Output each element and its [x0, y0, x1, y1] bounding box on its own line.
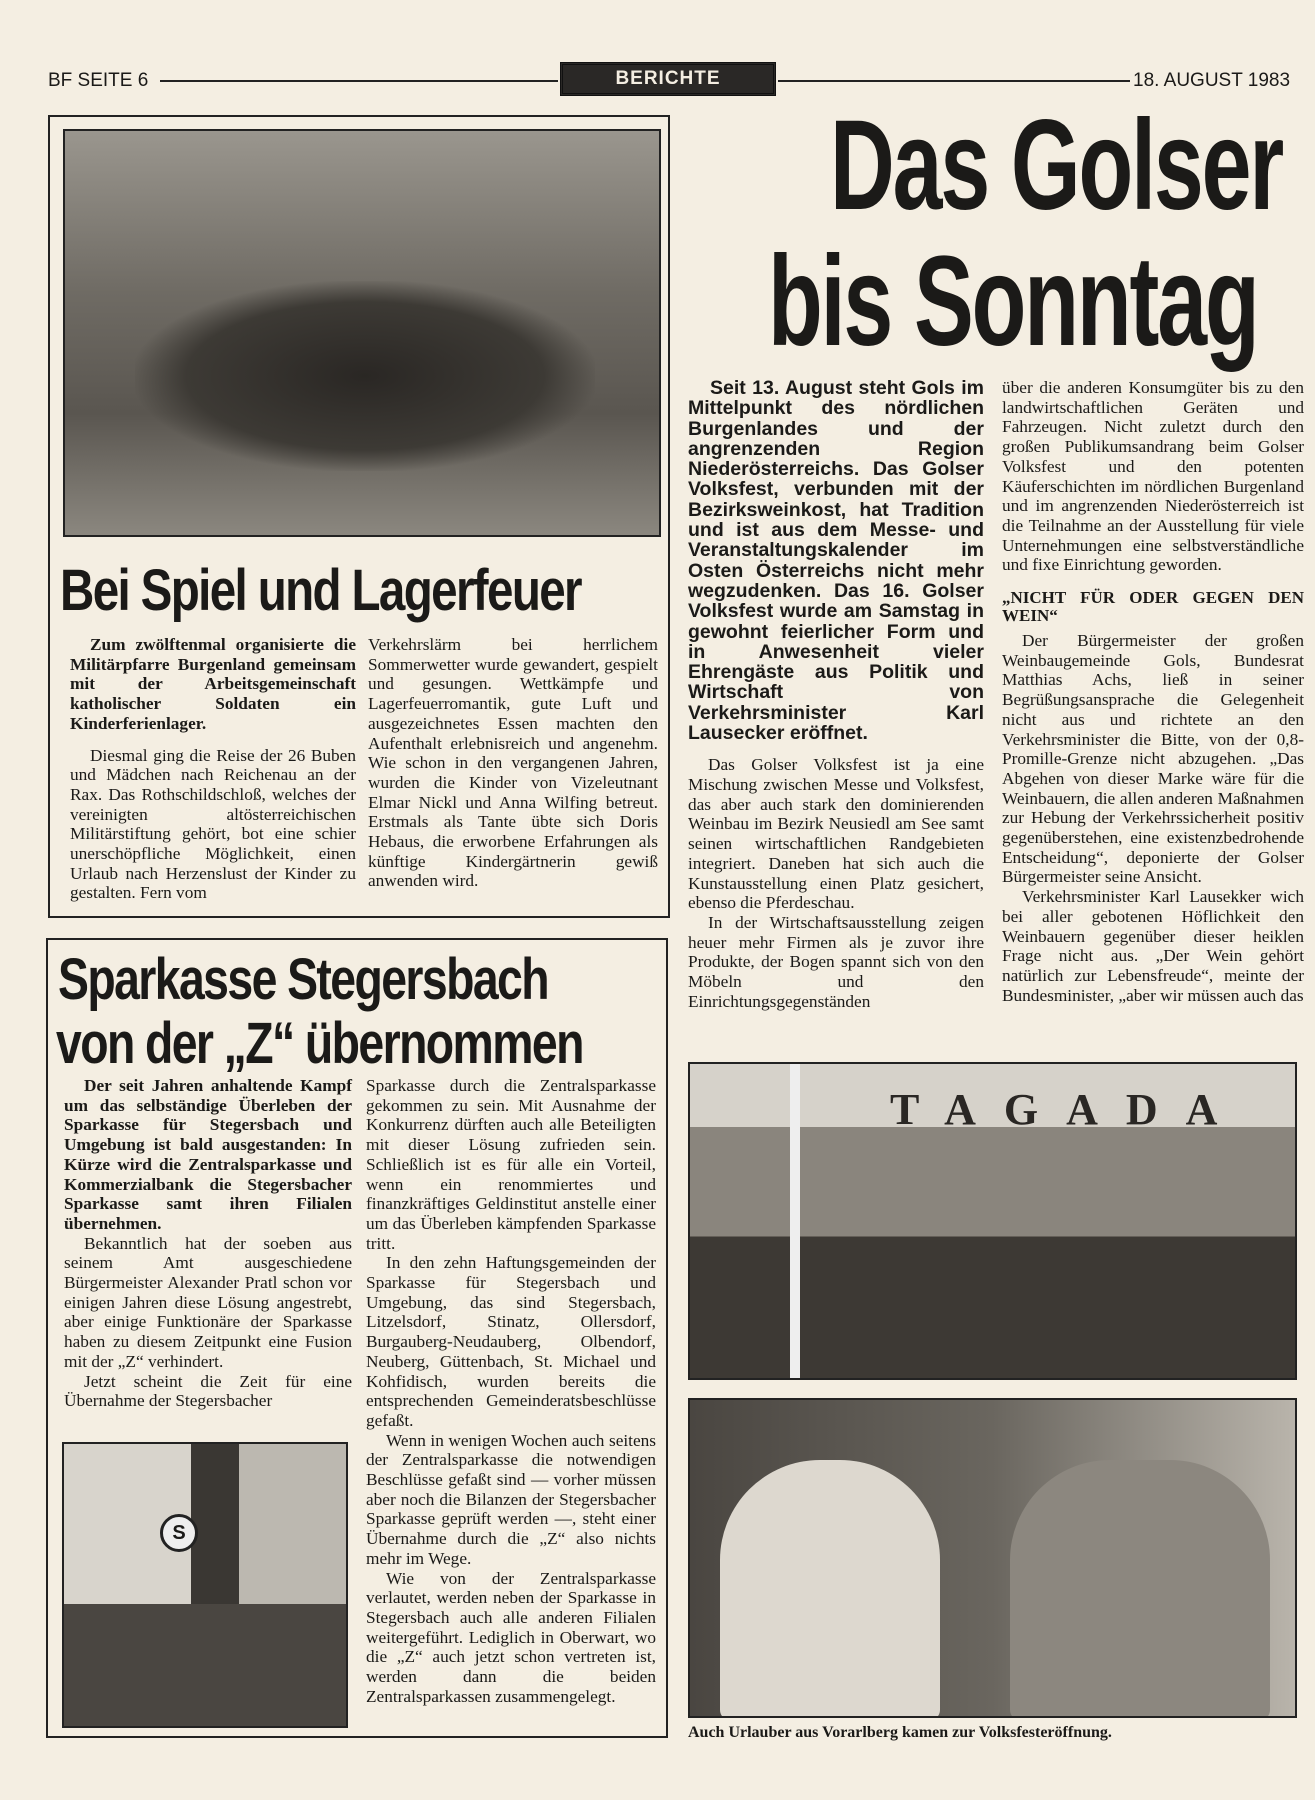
- paragraph: Sparkasse durch die Zentralsparkasse gekommen zu sein. Mit Ausnahme der Konkurrenz dürften auch alle Beteiligten mit dieser Lösung zufrieden sein. Schließlich ist es für alle ein Vorteil, wenn ein renommiertes und finanzkräftiges Geldinstitut anstelle einer um das Überleben kämpfenden Sparkasse tritt.: [366, 1076, 656, 1253]
- paragraph: Jetzt scheint die Zeit für eine Übernahme der Stegersbacher: [64, 1371, 352, 1411]
- paragraph: In den zehn Haftungsgemeinden der Sparkasse für Stegersbach und Umgebung, das sind Stegersbach, Litzelsdorf, Stinatz, Ollersdorf, Burgauberg-Neudauberg, Olbendorf, Neuberg, Güttenbach, St. Michael und Kohfidisch, wurden bereits die entsprechenden Gemeinderatsbeschlüsse gefaßt.: [366, 1253, 656, 1430]
- headline: Bei Spiel und Lagerfeuer: [60, 558, 581, 623]
- headline: Das Golser: [830, 94, 1283, 237]
- lead-paragraph: Seit 13. August steht Gols im Mittelpunkt des nördlichen Burgenlandes und der angrenzenden Region Niederösterreichs. Das Golser Volksfest, verbunden mit der Bezirksweinkost, hat Tradition und ist aus dem Messe- und Veranstaltungskalender im Osten Österreichs nicht mehr wegzudenken. Das 16. Golser Volksfest wurde am Samstag in gewohnt feierlicher Form und in Anwesenheit vieler Ehrengäste aus Politik und Wirtschaft von Verkehrsminister Karl Lausecker eröffnet.: [688, 377, 984, 745]
- paragraph: Das Golser Volksfest ist ja eine Mischung zwischen Messe und Volksfest, das aber auch stark den dominierenden Weinbau im Bezirk Neusiedl am See samt seinen wirtschaftlichen Randgebieten integriert. Daneben hat sich auch die Kunstausstellung einen Platz gesichert, ebenso die Pferdeschau.: [688, 755, 984, 913]
- text-column: [366, 1076, 656, 1707]
- paragraph: Wenn in wenigen Wochen auch seitens der Zentralsparkasse die notwendigen Beschlüsse gefaßt sind — vorher müssen aber noch die Bilanzen der Stegersbacher Sparkasse geprüft werden —, steht einer Übernahme durch die „Z“ also nichts mehr im Wege.: [366, 1430, 656, 1568]
- ride-sign: TAGADA: [890, 1085, 1246, 1134]
- article-lagerfeuer: [48, 115, 670, 918]
- lead-paragraph: Der seit Jahren anhaltende Kampf um das selbständige Überleben der Sparkasse für Stegersbach und Umgebung ist bald ausgestanden: In Kürze wird die Zentralsparkasse und Kommerzialbank die Stegersbacher Sparkasse samt ihren Filialen übernehmen.: [64, 1076, 352, 1233]
- sparkasse-logo-icon: S: [160, 1514, 198, 1552]
- street-level: [64, 1604, 348, 1728]
- pole: [790, 1064, 800, 1380]
- tagada-ride-photo: [688, 1062, 1297, 1380]
- headline: bis Sonntag: [768, 230, 1258, 373]
- text-column: [1002, 378, 1304, 1005]
- paragraph: Diesmal ging die Reise der 26 Buben und Mädchen nach Reichenau an der Rax. Das Rothschildschloß, welches der vereinigten altösterreichischen Militärstiftung gehört, bot eine schier unerschöpfliche Möglichkeit, einen Urlaub nach Herzenslust der Kinder zu gestalten. Fern vom: [70, 745, 356, 903]
- paragraph: Verkehrslärm bei herrlichem Sommerwetter wurde gewandert, gespielt und gesungen. Wettkämpfe und Lagerfeuerromantik, gute Luft und ausgezeichnetes Essen machten den Aufenthalt erlebnisreich und angenehm. Wie schon in den vergangenen Jahren, wurden die Kinder von Vizeleutnant Elmar Nickl und Anna Wilfing betreut. Erstmals als Tante übte sich Doris Hebaus, die erworbene Erfahrungen als künftige Kindergärtnerin gewiß anwenden wird.: [368, 635, 658, 891]
- section-badge: BERICHTE: [560, 62, 776, 96]
- children-group: [135, 281, 595, 471]
- photo-caption: Auch Urlauber aus Vorarlberg kamen zur Volksfesteröffnung.: [688, 1724, 1112, 1741]
- man-figure: [1010, 1460, 1270, 1718]
- issue-date: 18. AUGUST 1983: [1133, 70, 1291, 91]
- text-column: [368, 635, 658, 891]
- bank-building-photo: [62, 1442, 348, 1728]
- text-column: [64, 1076, 352, 1411]
- paragraph: Verkehrsminister Karl Lausekker wich bei aller gebotenen Höflichkeit den Weinbauern gegenüber dieser heiklen Frage nicht aus. „Der Wein gehört natürlich zur Lebensfreude“, meinte der Bundesminister, „aber wir müssen auch das: [1002, 887, 1304, 1005]
- headline: von der „Z“ übernommen: [56, 1011, 583, 1076]
- paragraph: Bekanntlich hat der soeben aus seinem Amt ausgeschiedene Bürgermeister Alexander Pratl schon vor einigen Jahren diese Lösung angestrebt, aber einige Funktionäre der Sparkasse haben zu diesem Zeitpunkt eine Fusion mit der „Z“ verhindert.: [64, 1233, 352, 1371]
- headline: Sparkasse Stegersbach: [58, 947, 548, 1012]
- page-number: BF SEITE 6: [48, 70, 149, 91]
- paragraph: über die anderen Konsumgüter bis zu den landwirtschaftlichen Geräten und Fahrzeugen. Nicht zuletzt durch den großen Publikumsandrang beim Golser Volksfest und den potenten Käuferschichten im nördlichen Burgenland und im angrenzenden Niederösterreich ist die Teilnahme an der Ausstellung für viele Unternehmungen eine selbstverständliche und fixe Einrichtung geworden.: [1002, 378, 1304, 575]
- subheading: „NICHT FÜR ODER GEGEN DEN WEIN“: [1002, 588, 1304, 626]
- text-column: [688, 378, 984, 1011]
- article-sparkasse: [46, 938, 668, 1738]
- header-rule: [160, 80, 558, 82]
- lead-paragraph: Zum zwölftenmal organisierte die Militärpfarre Burgenland gemeinsam mit der Arbeitsgemeinschaft katholischer Soldaten ein Kinderferienlager.: [70, 635, 356, 733]
- text-column: [70, 635, 356, 903]
- paragraph: Der Bürgermeister der großen Weinbaugemeinde Gols, Bundesrat Matthias Achs, ließ in seiner Begrüßungsansprache die Gelegenheit nicht aus und richtete an den Verkehrsminister die Bitte, von der 0,8-Promille-Grenze nicht abzugehen. „Das Abgehen von dieser Marke wäre für die Weinbauern, die allen anderen Maßnahmen zur Hebung der Verkehrssicherheit positiv gegenüberstehen, eine existenzbedrohende Entscheidung“, deponierte der Golser Bürgermeister seine Ansicht.: [1002, 631, 1304, 887]
- paragraph: Wie von der Zentralsparkasse verlautet, werden neben der Sparkasse in Stegersbach auch alle anderen Filialen weitergeführt. Lediglich in Oberwart, wo die „Z“ auch jetzt schon vertreten ist, werden dann die beiden Zentralsparkassen zusammengelegt.: [366, 1568, 656, 1706]
- paragraph: In der Wirtschaftsausstellung zeigen heuer mehr Firmen als je zuvor ihre Produkte, der Bogen spannt sich von den Möbeln und den Einrichtungsgegenständen: [688, 912, 984, 1011]
- header-rule: [778, 80, 1130, 82]
- group-photo: [63, 129, 661, 537]
- vorarlberg-visitors-photo: [688, 1398, 1297, 1718]
- woman-figure: [720, 1460, 940, 1718]
